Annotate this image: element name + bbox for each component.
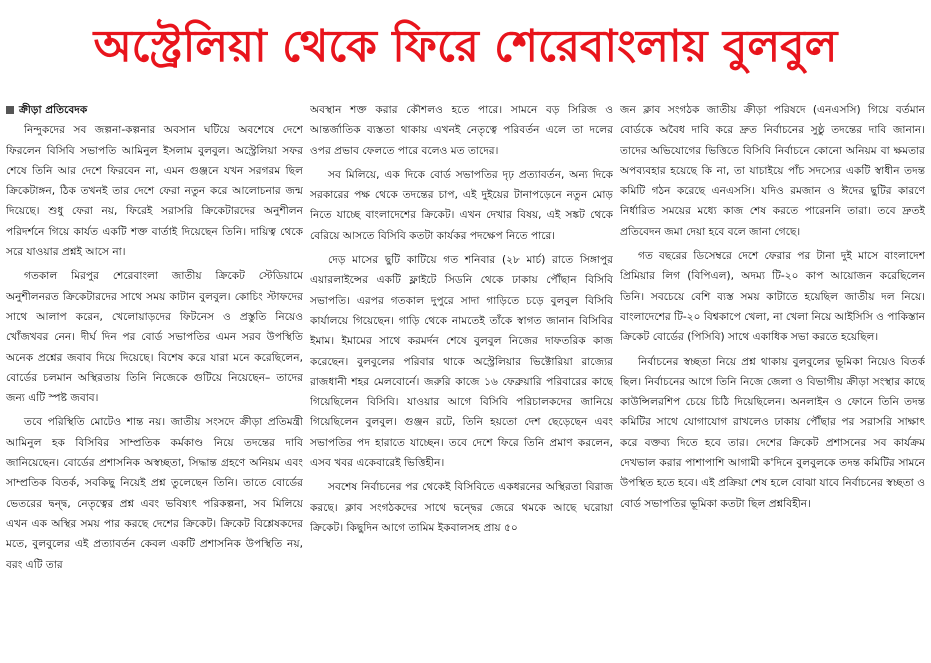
byline-text: ক্রীড়া প্রতিবেদক <box>19 104 88 116</box>
article-column-1 <box>6 100 303 660</box>
paragraph: জন ক্লাব সংগঠক জাতীয় ক্রীড়া পরিষদে (এনএসসি) গিয়ে বর্তমান বোর্ডকে অবৈধ দাবি করে দ্রুত নির্বাচনের সুষ্ঠু তদন্তের দাবি জানান। তাদের অভিযোগের ভিত্তিতে বিসিবি নির্বাচনে কোনো অনিয়ম বা ক্ষমতার অপব্যবহার হয়েছে কি না, তা যাচাইয়ে পাঁচ সদস্যের একটি স্বাধীন তদন্ত কমিটি গঠন করেছে এনএসসি। যদিও রমজান ও ঈদের ছুটির কারণে নির্ধারিত সময়ের মধ্যে কাজ শেষ করতে পারেননি তারা। তবে দ্রুতই প্রতিবেদন জমা দেয়া হবে বলে জানা গেছে। <box>620 104 925 238</box>
paragraph: সব মিলিয়ে, এক দিকে বোর্ড সভাপতির দৃঢ় প্রত্যাবর্তন, অন্য দিকে সরকারের পক্ষ থেকে তদন্তের চাপ, এই দুইয়ের টানাপড়েনে নতুন মোড় নিতে যাচ্ছে বাংলাদেশের ক্রিকেট। এখন দেখার বিষয়, এই সঙ্কট থেকে বেরিয়ে আসতে বিসিবি কতটা কার্যকর পদক্ষেপ নিতে পারে। <box>310 168 613 242</box>
byline <box>6 100 303 120</box>
paragraph: দেড় মাসের ছুটি কাটিয়ে গত শনিবার (২৮ মার্চ) রাতে সিঙ্গাপুর এয়ারলাইন্সের একটি ফ্লাইটে সিডনি থেকে ঢাকায় পৌঁছান বিসিবি সভাপতি। এরপর গতকাল দুপুরে সাদা গাড়িতে চড়ে বুলবুল বিসিবি কার্যালয়ে গিয়েছেন। গাড়ি থেকে নামতেই তাঁকে স্বাগত জানান বিসিবির ইমাম। ইমামের সাথে করমর্দন শেষে বুলবুল নিজের দাফতরিক কাজ করেছেন। বুলবুলের পরিবার থাকে অস্ট্রেলিয়ার ভিক্টোরিয়া রাজ্যের রাজধানী শহর মেলবোর্নে। জরুরি কাজে ১৬ ফেব্রুয়ারি পরিবারের কাছে গিয়েছিলেন বিসিবি। যাওয়ার আগে বিসিবি পরিচালকদের জানিয়ে গিয়েছিলেন বুলবুল। গুঞ্জন রটে, তিনি হয়তো দেশ ছেড়েছেন এবং সভাপতির পদ হারাতে যাচ্ছেন। তবে দেশে ফিরে তিনি প্রমাণ করলেন, এসব খবর একেবারেই ভিত্তিহীন। <box>310 254 613 470</box>
paragraph: গত বছরের ডিসেম্বরে দেশে ফেরার পর টানা দুই মাসে বাংলাদেশ প্রিমিয়ার লিগ (বিপিএল), অদম্য টি-২০ কাপ আয়োজন করেছিলেন তিনি। সবচেয়ে বেশি ব্যস্ত সময় কাটাতে হয়েছিল জাতীয় দল নিয়ে। বাংলাদেশের টি-২০ বিশ্বকাপে খেলা, না খেলা নিয়ে আইসিসি ও পাকিস্তান ক্রিকেট বোর্ডের (পিসিবি) সাথে একাধিক সভা করতে হয়েছিল। <box>620 250 925 344</box>
paragraph: অবস্থান শক্ত করার কৌশলও হতে পারে। সামনে বড় সিরিজ ও আন্তর্জাতিক ব্যস্ততা থাকায় এখনই নেতৃত্বে পরিবর্তন এলে তা দলের ওপর প্রভাব ফেলতে পারে বলেও মত তাদের। <box>310 104 613 157</box>
article-column-3 <box>620 100 925 660</box>
article-column-2 <box>310 100 613 660</box>
paragraph: সবশেষ নির্বাচনের পর থেকেই বিসিবিতে একধরনের অস্থিরতা বিরাজ করছে। ক্লাব সংগঠকদের সাথে দ্বন্দ্বের জেরে থমকে আছে ঘরোয়া ক্রিকেট। কিছুদিন আগে তামিম ইকবালসহ প্রায় ৫০ <box>310 481 613 534</box>
paragraph: নির্বাচনের স্বচ্ছতা নিয়ে প্রশ্ন থাকায় বুলবুলের ভূমিকা নিয়েও বিতর্ক ছিল। নির্বাচনের আগে তিনি নিজে জেলা ও বিভাগীয় ক্রীড়া সংস্থার কাছে কাউন্সিলরশিপ চেয়ে চিঠি দিয়েছিলেন। অনলাইন ও ফোনে তিনি তদন্ত কমিটির সাথে যোগাযোগ রাখলেও ঢাকায় পৌঁছার পর সরাসরি সাক্ষাৎ করে বক্তব্য দিতে হবে তার। দেশের ক্রিকেট প্রশাসনের সব কার্যক্রম দেখভাল করার পাশাপাশি আগামী ক'দিনে বুলবুলকে তদন্ত কমিটির সামনে উপস্থিত হতে হবে। এই প্রক্রিয়া শেষ হলে বোঝা যাবে নির্বাচনের স্বচ্ছতা ও বোর্ড সভাপতির ভূমিকা কতটা ছিল প্রশ্নবিহীন। <box>620 355 925 510</box>
headline: অস্ট্রেলিয়া থেকে ফিরে শেরেবাংলায় বুলবুল <box>93 20 838 72</box>
bullet-icon <box>6 106 14 114</box>
paragraph: নিন্দুকদের সব জল্পনা-কল্পনার অবসান ঘটিয়ে অবশেষে দেশে ফিরলেন বিসিবি সভাপতি আমিনুল ইসলাম বুলবুল। অস্ট্রেলিয়া সফর শেষে তিনি আর দেশে ফিরবেন না, এমন গুঞ্জনে যখন সরগরম ছিল ক্রিকেটাঙ্গন, ঠিক তখনই তার দেশে ফেরা নতুন করে আলোচনার জন্ম দিয়েছে। শুধু ফেরা নয়, ফিরেই সরাসরি ক্রিকেটারদের অনুশীলন পরিদর্শনে গিয়ে কার্যত একটি শক্ত বার্তাই দিয়েছেন তিনি। দায়িত্ব থেকে সরে যাওয়ার প্রশ্নই আসে না। <box>6 124 303 259</box>
paragraph: তবে পরিস্থিতি মোটেও শান্ত নয়। জাতীয় সংসদে ক্রীড়া প্রতিমন্ত্রী আমিনুল হক বিসিবির সাম্প্রতিক কর্মকাণ্ড নিয়ে তদন্তের দাবি জানিয়েছেন। বোর্ডের প্রশাসনিক অস্বচ্ছতা, সিদ্ধান্ত গ্রহণে অনিয়ম এবং সাম্প্রতিক বিতর্ক, সবকিছু নিয়েই প্রশ্ন তুলেছেন তিনি। তাতে বোর্ডের ভেতরের দ্বন্দ্ব, নেতৃত্বের প্রশ্ন এবং ভবিষ্যৎ পরিকল্পনা, সব মিলিয়ে এখন এক অস্থির সময় পার করছে দেশের ক্রিকেট। ক্রিকেট বিশ্লেষকদের মতে, বুলবুলের এই প্রত্যাবর্তন কেবল একটি প্রশাসনিক উপস্থিতি নয়, বরং এটি তার <box>6 416 303 571</box>
paragraph: গতকাল মিরপুর শেরেবাংলা জাতীয় ক্রিকেট স্টেডিয়ামে অনুশীলনরত ক্রিকেটারদের সাথে সময় কাটান বুলবুল। কোচিং স্টাফদের সাথে আলাপ করেন, খেলোয়াড়দের ফিটনেস ও প্রস্তুতি নিয়েও খোঁজখবর নেন। দীর্ঘ দিন পর বোর্ড সভাপতির এমন সরব উপস্থিতি অনেক প্রশ্নের জবাব দিয়ে দিয়েছে। বিশেষ করে যারা মনে করেছিলেন, বোর্ডের চলমান অস্থিরতায় তিনি নিজেকে গুটিয়ে নিয়েছেন– তাদের জন্য এটি স্পষ্ট জবাব। <box>6 270 303 405</box>
